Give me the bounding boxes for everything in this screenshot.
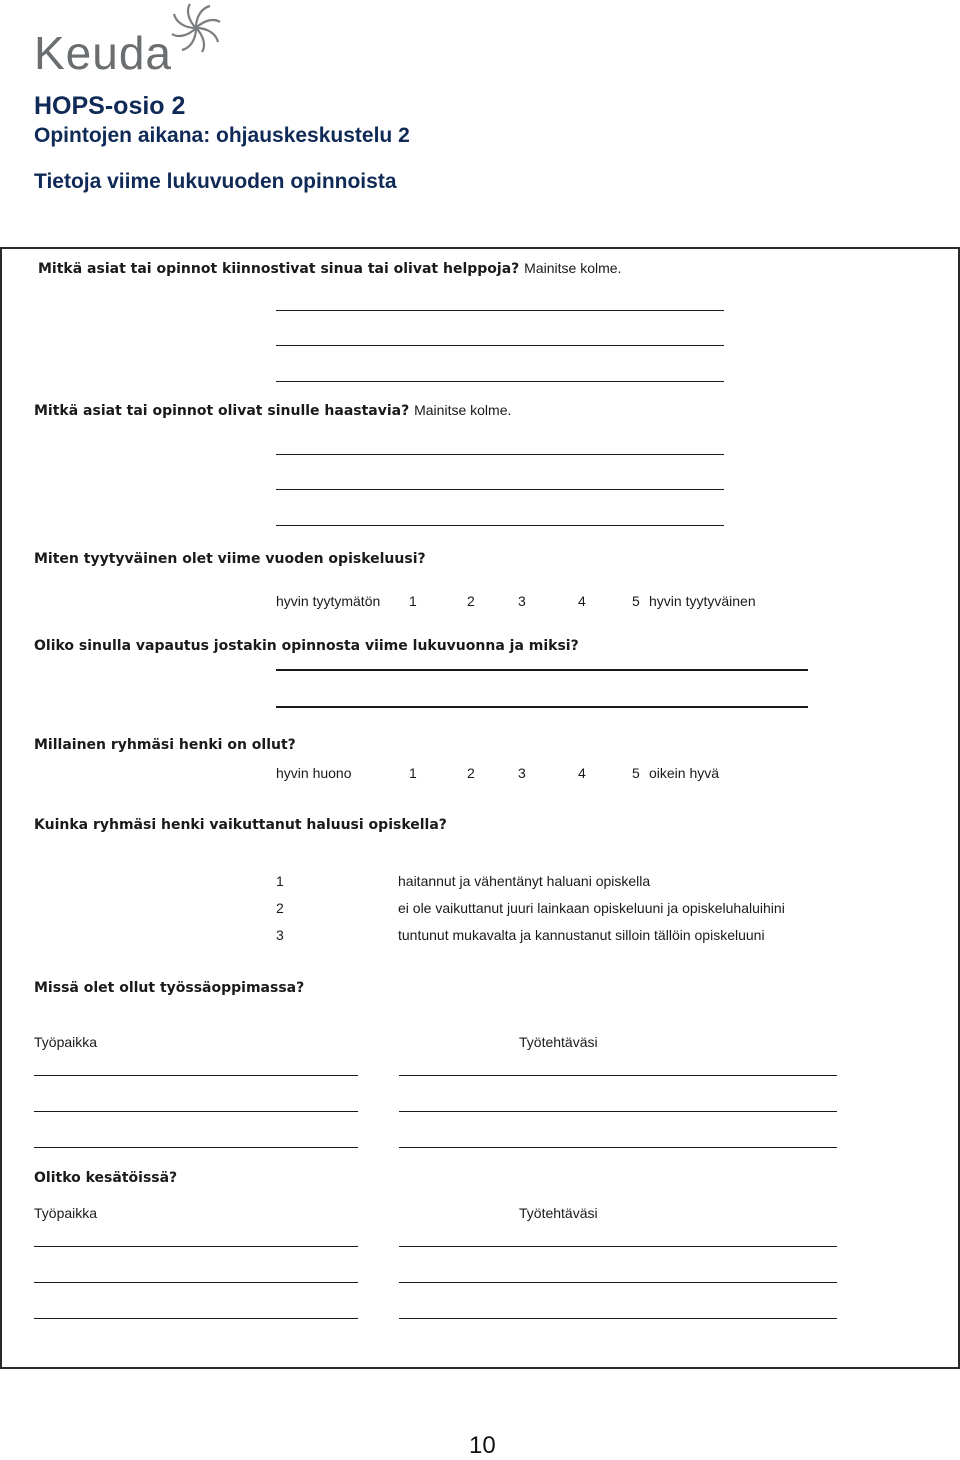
answer-line[interactable]: [276, 489, 724, 490]
question-text: Mitkä asiat tai opinnot kiinnostivat sinua tai olivat helppoja?: [38, 261, 520, 277]
answer-line[interactable]: [399, 1318, 837, 1319]
answer-line[interactable]: [276, 525, 724, 526]
answer-line[interactable]: [276, 706, 808, 708]
answer-line[interactable]: [34, 1282, 358, 1283]
column-label-tasks: Työtehtäväsi: [519, 1034, 598, 1050]
column-label-workplace: Työpaikka: [34, 1205, 98, 1221]
column-label-workplace: Työpaikka: [34, 1034, 98, 1050]
question-text: Mitkä asiat tai opinnot olivat sinulle haastavia?: [34, 403, 410, 419]
answer-line[interactable]: [34, 1147, 358, 1148]
answer-line[interactable]: [276, 381, 724, 382]
question-satisfaction: Miten tyytyväinen olet viime vuoden opiskeluusi?: [34, 551, 426, 567]
answer-line[interactable]: [34, 1111, 358, 1112]
answer-line[interactable]: [399, 1111, 837, 1112]
answer-line[interactable]: [34, 1318, 358, 1319]
scale-option[interactable]: 1: [409, 765, 417, 781]
scale-low-label: hyvin tyytymätön: [276, 593, 381, 609]
scale-option[interactable]: 3: [518, 765, 526, 781]
question-interests: [38, 260, 621, 277]
scale-option[interactable]: 4: [578, 593, 586, 609]
question-challenges: [34, 402, 511, 419]
logo-text: Keuda: [34, 27, 173, 79]
answer-line[interactable]: [399, 1075, 837, 1076]
question-work-placement: Missä olet ollut työssäoppimassa?: [34, 980, 305, 996]
keuda-logo: [30, 0, 230, 80]
option-label: haitannut ja vähentänyt haluani opiskella: [398, 873, 651, 889]
answer-line[interactable]: [276, 454, 724, 455]
scale-low-label: hyvin huono: [276, 765, 352, 781]
scale-option[interactable]: 3: [518, 593, 526, 609]
scale-option[interactable]: 5: [632, 593, 640, 609]
question-group-effect: Kuinka ryhmäsi henki vaikuttanut haluusi opiskella?: [34, 817, 447, 833]
scale-option[interactable]: 2: [467, 593, 475, 609]
question-group-spirit: Millainen ryhmäsi henki on ollut?: [34, 737, 296, 753]
scale-high-label: hyvin tyytyväinen: [649, 593, 756, 609]
answer-line[interactable]: [399, 1246, 837, 1247]
column-label-tasks: Työtehtäväsi: [519, 1205, 598, 1221]
question-summer-job: Olitko kesätöissä?: [34, 1170, 178, 1186]
answer-line[interactable]: [399, 1147, 837, 1148]
answer-line[interactable]: [399, 1282, 837, 1283]
page-number: 10: [469, 1432, 496, 1459]
question-hint: Mainitse kolme.: [524, 260, 622, 276]
scale-option[interactable]: 4: [578, 765, 586, 781]
option-number[interactable]: 3: [276, 927, 284, 943]
answer-line[interactable]: [34, 1075, 358, 1076]
option-label: ei ole vaikuttanut juuri lainkaan opiskeluuni ja opiskeluhaluihini: [398, 900, 785, 916]
option-number[interactable]: 2: [276, 900, 284, 916]
answer-line[interactable]: [276, 345, 724, 346]
pinwheel-logo-icon: [170, 2, 222, 54]
option-label: tuntunut mukavalta ja kannustanut silloin tällöin opiskeluuni: [398, 927, 765, 943]
page-title: HOPS-osio 2: [34, 92, 186, 120]
question-exemption: Oliko sinulla vapautus jostakin opinnosta viime lukuvuonna ja miksi?: [34, 638, 579, 654]
question-hint: Mainitse kolme.: [414, 402, 512, 418]
scale-option[interactable]: 2: [467, 765, 475, 781]
answer-line[interactable]: [276, 669, 808, 671]
option-number[interactable]: 1: [276, 873, 284, 889]
scale-option[interactable]: 5: [632, 765, 640, 781]
section-title: Tietoja viime lukuvuoden opinnoista: [34, 170, 397, 193]
scale-high-label: oikein hyvä: [649, 765, 720, 781]
scale-option[interactable]: 1: [409, 593, 417, 609]
answer-line[interactable]: [34, 1246, 358, 1247]
page-subtitle: Opintojen aikana: ohjauskeskustelu 2: [34, 124, 410, 147]
answer-line[interactable]: [276, 310, 724, 311]
